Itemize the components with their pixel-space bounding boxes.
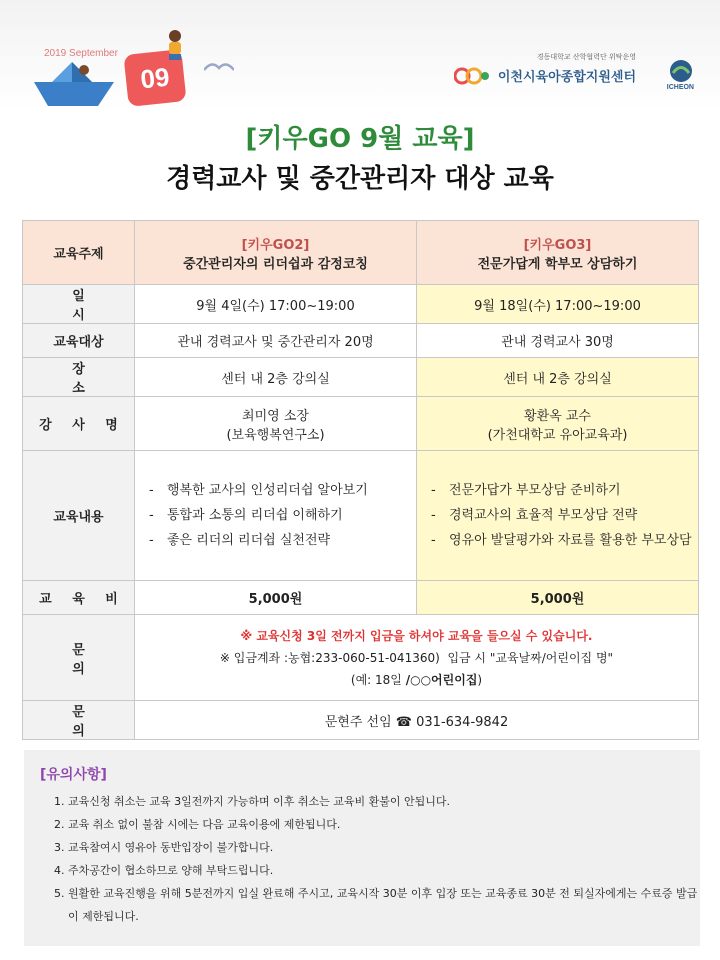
- notes-title: [유의사항]: [40, 767, 107, 783]
- course1-code: [키우GO2]: [241, 237, 310, 253]
- list-item: - 전문가답가 부모상담 준비하기: [429, 478, 692, 503]
- account-info: ※ 입금계좌 :농협:233-060-51-041360) 입금 시 "교육날짜/어린이집 명": [219, 650, 614, 665]
- table-row-topic: [23, 221, 699, 285]
- list-item: - 통합과 소통의 리더쉽 이해하기: [147, 503, 410, 528]
- list-item: 1. 교육신청 취소는 교육 3일전까지 가능하며 이후 취소는 교육비 환불이 안됩니다.: [68, 790, 698, 813]
- label-target: 교육대상: [23, 324, 135, 358]
- page-title-line2: 경력교사 및 중간관리자 대상 교육: [166, 164, 554, 194]
- course1-instructor-org: (보육행복연구소): [226, 427, 325, 443]
- label-instructor: 강 사 명: [23, 397, 135, 451]
- label-fee: 교 육 비: [23, 581, 135, 615]
- table-row-instructor: [23, 397, 699, 451]
- contact-info: 문현주 선임 ☎ 031-634-9842: [135, 701, 699, 740]
- course2-content: [417, 451, 699, 581]
- course1-content: [135, 451, 417, 581]
- course1-date: 9월 4일(수) 17:00~19:00: [135, 285, 417, 324]
- course1-instructor-name: 최미영 소장: [242, 408, 309, 424]
- course1-place: 센터 내 2층 강의실: [135, 358, 417, 397]
- course2-instructor-org: (가천대학교 유아교육과): [487, 427, 628, 443]
- org-name: 이천시육아종합지원센터: [497, 70, 636, 85]
- table-row-content: [23, 451, 699, 581]
- notes-list: [52, 790, 698, 928]
- inquiry-details: [135, 615, 699, 701]
- course1-instructor: [135, 397, 417, 451]
- table-row-fee: [23, 581, 699, 615]
- list-item: - 경력교사의 효율적 부모상담 전략: [429, 503, 692, 528]
- organization-logo-block: [454, 52, 694, 96]
- payment-notice: ※ 교육신청 3일 전까지 입금을 하셔야 교육을 들으실 수 있습니다.: [240, 628, 593, 643]
- course2-target: 관내 경력교사 30명: [417, 324, 699, 358]
- paper-boat-icon: [34, 60, 114, 108]
- month-badge: 09: [123, 49, 186, 107]
- table-row-target: [23, 324, 699, 358]
- bird-icon: [204, 60, 234, 74]
- child-figure-icon: [160, 28, 190, 62]
- list-item: - 좋은 리더의 리더쉽 실천전략: [147, 528, 410, 553]
- table-row-inquiry: [23, 615, 699, 701]
- course1-target: 관내 경력교사 및 중간관리자 20명: [135, 324, 417, 358]
- table-row-place: [23, 358, 699, 397]
- table-row-contact: [23, 701, 699, 740]
- list-item: - 행복한 교사의 인성리더쉽 알아보기: [147, 478, 410, 503]
- label-date: 일 시: [23, 285, 135, 324]
- list-item: 2. 교육 취소 없이 불참 시에는 다음 교육이용에 제한됩니다.: [68, 813, 698, 836]
- center-logo-icon: [454, 62, 490, 90]
- city-logo-text: ICHEON: [666, 84, 694, 91]
- course2-instructor: [417, 397, 699, 451]
- course2-place: 센터 내 2층 강의실: [417, 358, 699, 397]
- table-row-date: [23, 285, 699, 324]
- list-item: - 영유아 발달평가와 자료를 활용한 부모상담: [429, 528, 692, 553]
- course2-code: [키우GO3]: [523, 237, 592, 253]
- course2-fee: 5,000원: [417, 581, 699, 615]
- label-place: 장 소: [23, 358, 135, 397]
- course1-fee: 5,000원: [135, 581, 417, 615]
- list-item: 4. 주차공간이 협소하므로 양해 부탁드립니다.: [68, 859, 698, 882]
- date-label: 2019 September: [44, 48, 118, 59]
- deposit-example: (예: 18일 /○○어린이집): [350, 672, 483, 687]
- label-topic: 교육주제: [23, 221, 135, 285]
- course2-name: 전문가답게 학부모 상담하기: [477, 256, 638, 272]
- education-info-table: [22, 220, 699, 740]
- list-item: 5. 원활한 교육진행을 위해 5분전까지 입실 완료해 주시고, 교육시작 30분 이후 입장 또는 교육종료 30분 전 퇴실자에게는 수료증 발급이 제한됩니다.: [68, 882, 698, 928]
- course2-instructor-name: 황환옥 교수: [524, 408, 591, 424]
- org-subtitle: 경동대학교 산학협력단 위탁운영: [536, 53, 636, 61]
- page-title-line1: [키우GO 9월 교육]: [245, 124, 475, 154]
- notes-box: [24, 750, 700, 946]
- course1-topic: [135, 221, 417, 285]
- list-item: 3. 교육참여시 영유아 동반입장이 불가합니다.: [68, 836, 698, 859]
- city-emblem-icon: [668, 58, 694, 84]
- label-content: 교육내용: [23, 451, 135, 581]
- label-inquiry-1: 문 의: [23, 615, 135, 701]
- course2-date: 9월 18일(수) 17:00~19:00: [417, 285, 699, 324]
- course2-topic: [417, 221, 699, 285]
- label-inquiry-2: 문 의: [23, 701, 135, 740]
- course1-name: 중간관리자의 리더쉽과 감정코칭: [183, 256, 368, 272]
